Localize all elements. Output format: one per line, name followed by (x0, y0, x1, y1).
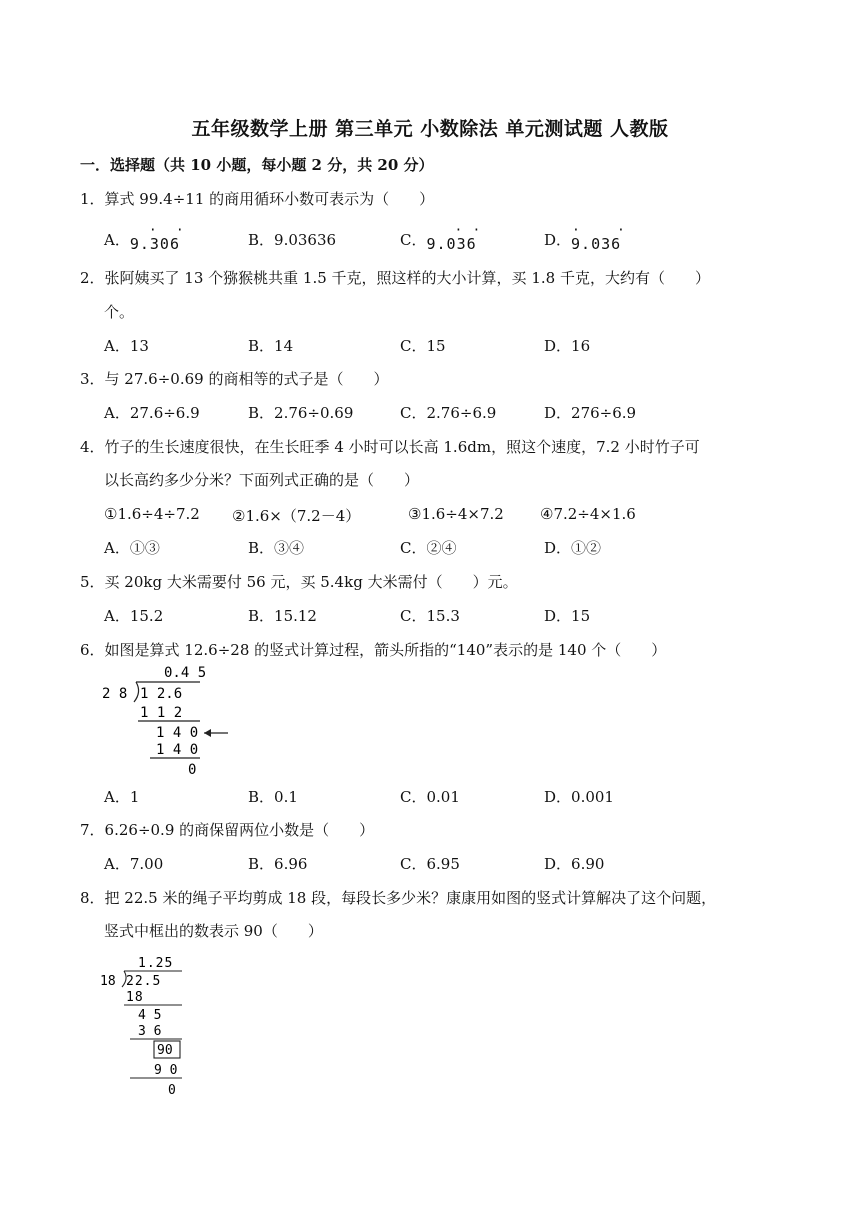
question-1-text: 1．算式 99.4÷11 的商用循环小数可表示为（ ） (80, 190, 435, 208)
q6-option-b: B．0.1 (248, 788, 298, 806)
q5-option-c: C．15.3 (400, 607, 460, 625)
q8-step-3: 3 6 (138, 1024, 162, 1039)
q3-option-c: C．2.76÷6.9 (400, 404, 497, 422)
question-3-text: 3．与 27.6÷0.69 的商相等的式子是（ ） (80, 370, 389, 388)
q6-long-division-figure (100, 660, 230, 778)
question-5-text: 5．买 20kg 大米需要付 56 元，买 5.4kg 大米需付（ ）元。 (80, 573, 518, 591)
q1-option-a-label: A． (104, 231, 130, 249)
question-8-line-1: 8．把 22.5 米的绳子平均剪成 18 段，每段长多少米？康康用如图的竖式计算解决了这个问题， (80, 889, 717, 907)
q8-long-division-figure (100, 952, 190, 1100)
q6-step-2: 1 4 0 (156, 725, 199, 741)
q4-expression-2: ②1.6×（7.2－4） (232, 507, 361, 525)
q7-option-a: A．7.00 (104, 855, 164, 873)
q6-remainder: 0 (188, 762, 197, 778)
q2-option-a: A．13 (104, 337, 149, 355)
q5-option-a: A．15.2 (104, 607, 164, 625)
q4-expression-4: ④7.2÷4×1.6 (540, 505, 636, 523)
q3-option-d: D．276÷6.9 (544, 404, 637, 422)
q8-step-2: 4 5 (138, 1008, 162, 1023)
q8-step-5: 9 0 (154, 1063, 178, 1078)
q6-quotient: 0.4 5 (164, 665, 207, 681)
q6-option-a: A．1 (104, 788, 140, 806)
q7-option-c: C．6.95 (400, 855, 460, 873)
q4-option-c: C．②④ (400, 539, 457, 557)
q2-option-d: D．16 (544, 337, 591, 355)
q1-option-a (104, 223, 185, 254)
question-2-line-1: 2．张阿姨买了 13 个猕猴桃共重 1.5 千克，照这样的大小计算，买 1.8 千克，大约有（ ） (80, 269, 710, 287)
q3-option-b: B．2.76÷0.69 (248, 404, 354, 422)
q1-option-a-value: 9.306 · · (129, 223, 185, 253)
q8-quotient: 1.25 (138, 956, 174, 971)
q6-divisor: 2 8 (102, 686, 128, 702)
q1-option-b: B．9.03636 (248, 231, 337, 249)
q6-division-diagram (100, 660, 230, 778)
q1-option-d-label: D． (544, 231, 572, 249)
q8-dividend: 22.5 (126, 974, 162, 989)
q1-option-c (400, 223, 482, 254)
q1-option-c-label: C． (400, 231, 427, 249)
q1-option-d-value: 9.036 · · (571, 223, 626, 253)
q5-option-b: B．15.12 (248, 607, 317, 625)
q6-option-d: D．0.001 (544, 788, 614, 806)
q1-option-d (544, 223, 626, 254)
q6-dividend: 1 2.6 (140, 686, 183, 702)
q8-step-1: 18 (126, 990, 144, 1005)
q1-option-c-value: 9.036 · · (426, 223, 482, 253)
q4-option-b: B．③④ (248, 539, 305, 557)
q5-option-d: D．15 (544, 607, 591, 625)
q4-expression-3: ③1.6÷4×7.2 (408, 505, 504, 523)
question-8-line-2: 竖式中框出的数表示 90（ ） (104, 922, 323, 940)
q4-option-d: D．①② (544, 539, 602, 557)
q2-option-b: B．14 (248, 337, 294, 355)
q2-option-c: C．15 (400, 337, 446, 355)
q8-divisor: 18 (100, 974, 116, 989)
q7-option-d: D．6.90 (544, 855, 605, 873)
section-heading: 一．选择题（共 10 小题，每小题 2 分，共 20 分） (80, 156, 434, 174)
question-6-text: 6．如图是算式 12.6÷28 的竖式计算过程，箭头所指的“140”表示的是 140 个（ ） (80, 641, 667, 659)
q6-step-3: 1 4 0 (156, 742, 199, 758)
q3-option-a: A．27.6÷6.9 (104, 404, 200, 422)
question-4-line-1: 4．竹子的生长速度很快，在生长旺季 4 小时可以长高 1.6dm，照这个速度，7.2 小时竹子可 (80, 438, 700, 456)
q6-option-c: C．0.01 (400, 788, 460, 806)
question-2-line-2: 个。 (104, 303, 135, 321)
q6-step-1: 1 1 2 (140, 705, 183, 721)
q4-expression-1: ①1.6÷4÷7.2 (104, 505, 200, 523)
page-title: 五年级数学上册 第三单元 小数除法 单元测试题 人教版 (191, 118, 669, 140)
question-4-line-2: 以长高约多少分米？下面列式正确的是（ ） (104, 471, 420, 489)
question-7-text: 7．6.26÷0.9 的商保留两位小数是（ ） (80, 821, 375, 839)
q8-division-diagram (100, 952, 190, 1100)
q4-option-a: A．①③ (104, 539, 160, 557)
q7-option-b: B．6.96 (248, 855, 308, 873)
q8-remainder: 0 (168, 1083, 176, 1098)
q8-boxed-number: 90 (157, 1043, 173, 1058)
